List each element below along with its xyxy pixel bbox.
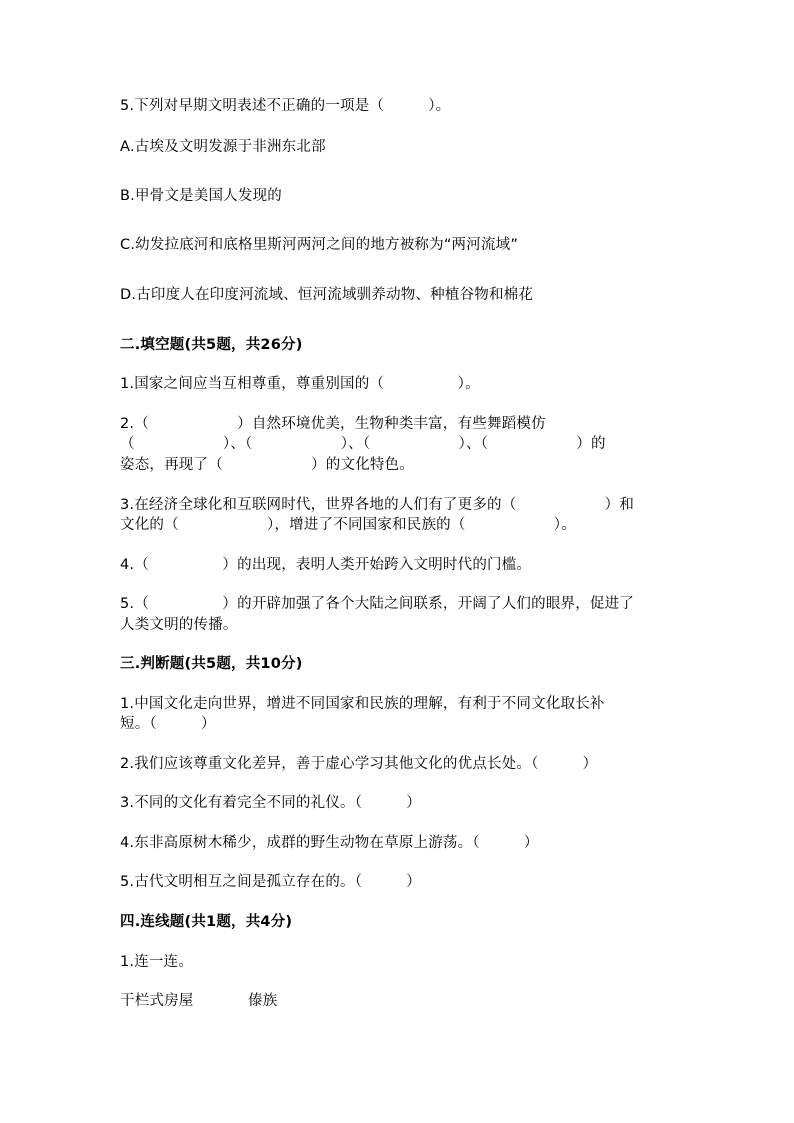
judge-question-4: 4.东非高原树木稀少，成群的野生动物在草原上游荡。（ ） <box>120 835 539 851</box>
fill-question-3-line-1: 3.在经济全球化和互联网时代，世界各地的人们有了更多的（ ）和 <box>120 497 635 513</box>
mc-option-a: A.古埃及文明发源于非洲东北部 <box>120 139 326 155</box>
judge-section-heading: 三.判断题(共5题，共10分) <box>120 656 303 672</box>
mc-option-b: B.甲骨文是美国人发现的 <box>120 188 282 204</box>
fill-question-2-line-2: （ ）、（ ）、（ ）、（ ）的 <box>120 436 606 452</box>
fill-section-heading: 二.填空题(共5题，共26分) <box>120 337 303 353</box>
mc-option-c: C.幼发拉底河和底格里斯河两河之间的地方被称为“两河流域” <box>120 237 519 253</box>
mc-option-d: D.古印度人在印度河流域、恒河流域驯养动物、种植谷物和棉花 <box>120 287 534 303</box>
judge-question-1-line-1: 1.中国文化走向世界，增进不同国家和民族的理解，有利于不同文化取长补 <box>120 696 605 712</box>
mc-question-stem: 5.下列对早期文明表述不正确的一项是（ ）。 <box>120 98 451 114</box>
match-right-item: 傣族 <box>248 993 278 1009</box>
fill-question-2-line-3: 姿态，再现了（ ）的文化特色。 <box>120 457 414 473</box>
fill-question-4: 4.（ ）的出现，表明人类开始跨入文明时代的门槛。 <box>120 557 532 573</box>
judge-question-3: 3.不同的文化有着完全不同的礼仪。（ ） <box>120 795 421 811</box>
match-left-item: 干栏式房屋 <box>120 993 194 1009</box>
fill-question-5-line-2: 人类文明的传播。 <box>120 617 238 633</box>
fill-question-2-line-1: 2.（ ）自然环境优美，生物种类丰富，有些舞蹈模仿 <box>120 416 546 432</box>
judge-question-1-line-2: 短。（ ） <box>120 716 216 732</box>
fill-question-1: 1.国家之间应当互相尊重，尊重别国的（ ）。 <box>120 376 480 392</box>
judge-question-2: 2.我们应该尊重文化差异，善于虚心学习其他文化的优点长处。（ ） <box>120 756 598 772</box>
match-question-1: 1.连一连。 <box>120 954 194 970</box>
fill-question-5-line-1: 5.（ ）的开辟加强了各个大陆之间联系，开阔了人们的眼界，促进了 <box>120 596 635 612</box>
fill-question-3-line-2: 文化的（ ），增进了不同国家和民族的（ ）。 <box>120 517 576 533</box>
judge-question-5: 5.古代文明相互之间是孤立存在的。（ ） <box>120 874 421 890</box>
match-section-heading: 四.连线题(共1题，共4分) <box>120 914 293 930</box>
